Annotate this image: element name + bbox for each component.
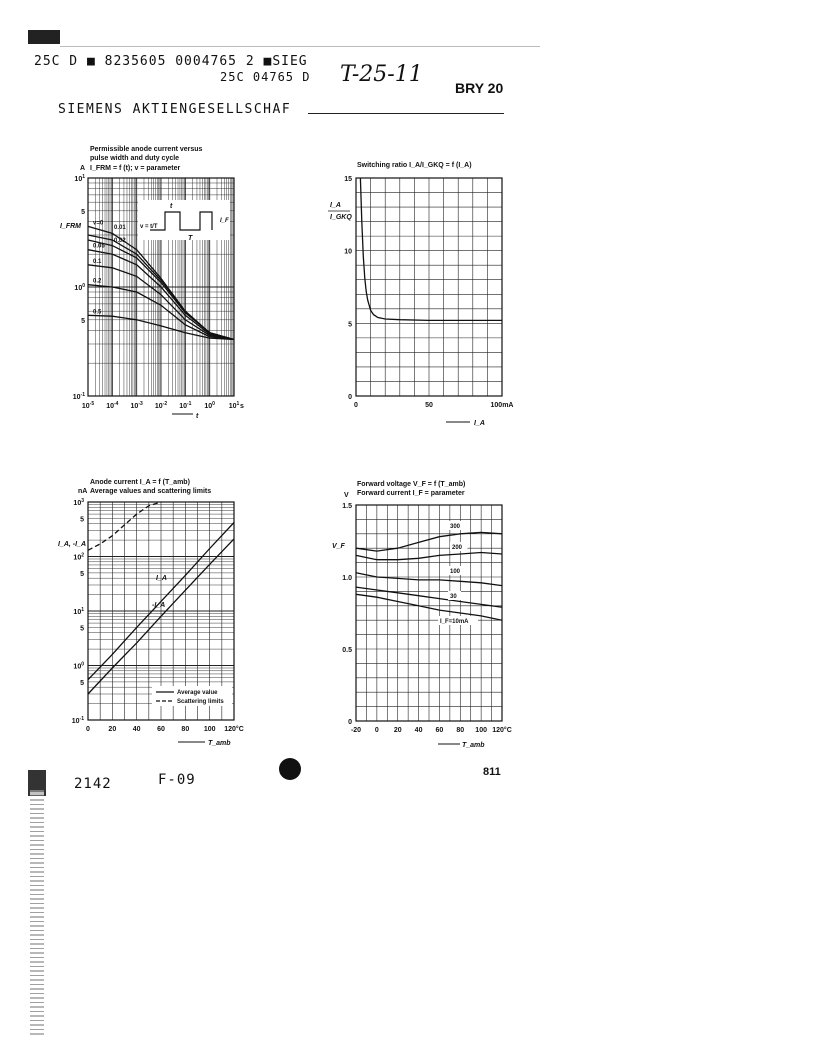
chart4-xlabel: T_amb [462, 742, 485, 749]
chart4-x-tick: -20 [350, 727, 362, 734]
chart2-x-tick: 0 [354, 402, 358, 409]
chart3-x-tick: 20 [108, 726, 117, 733]
chart3-x-tick: 100 [203, 726, 216, 733]
chart4-x-tick: 80 [456, 727, 465, 734]
chart4-y-tick: 1.5 [342, 503, 352, 510]
chart2-y-tick: 10 [344, 248, 352, 256]
footer-form: F-09 [158, 772, 196, 788]
chart1-yunit: A [80, 165, 86, 172]
chart3-y-tick: $10^2$ [73, 552, 84, 562]
chart4-x-tick: 100 [475, 727, 487, 734]
page-number: 811 [483, 766, 501, 778]
chart1-series-label: 0.01 [114, 224, 126, 231]
chart4-yunit: V [344, 492, 349, 499]
chart1-y-tick: 5 [81, 317, 85, 325]
company-name: SIEMENS AKTIENGESELLSCHAF [58, 102, 292, 117]
chart4-series-label: I_F=10mA [440, 619, 469, 625]
chart1-x-tick: $10^{-5}$ [81, 401, 95, 410]
chart1-x-tick: $10^{-4}$ [106, 401, 119, 410]
grid-3 [356, 505, 502, 721]
chart3-x-tick: 0 [86, 726, 90, 733]
chart2-x-tick: 50 [425, 402, 433, 409]
inset-bg [138, 200, 230, 240]
chart1-y-tick: $10^{-1}$ [72, 392, 85, 401]
chart3-series-negIA: -I_A [152, 602, 166, 609]
chart2-title: Switching ratio I_A/I_GKQ = f (I_A) [357, 162, 472, 169]
chart4-series-label: 200 [452, 545, 463, 551]
legend-average: Average value [177, 690, 218, 696]
chart3-yunit: nA [78, 488, 88, 495]
chart4-series-label: 100 [450, 569, 461, 575]
chart4-title: Forward voltage V_F = f (T_amb) [357, 481, 466, 488]
chart1-x-tick: $10^1$ [228, 401, 240, 410]
handwritten-annotation: T-25-11 [340, 62, 423, 87]
chart4-series-label: 300 [450, 524, 461, 530]
chart3-title: Anode current I_A = f (T_amb) [90, 479, 190, 486]
chart3-subtitle: Average values and scattering limits [90, 488, 212, 495]
chart3-y-tick: $10^1$ [73, 607, 84, 616]
chart3-y-tick: 5 [80, 570, 84, 578]
chart1-x-tick: $10^{-1}$ [179, 401, 192, 410]
chart1-inset [138, 200, 230, 240]
chart3-x-tick: 120°C [224, 726, 244, 733]
chart3-y-tick: $10^3$ [73, 498, 84, 507]
chart4-y-tick: 1.0 [342, 575, 352, 582]
chart1-y-tick: 5 [81, 208, 85, 216]
chart2-xlabel: I_A [474, 420, 485, 427]
chart3-y-tick: 5 [80, 516, 84, 524]
legend-scattering: Scattering limits [177, 699, 224, 705]
chart3-xlabel: T_amb [208, 740, 231, 747]
chart1-x-tick: $10^{-3}$ [130, 401, 143, 410]
chart3-x-tick: 80 [181, 726, 190, 733]
inset-v: v = t/T [140, 224, 158, 230]
chart1-series-label: v=0 [93, 220, 104, 227]
chart4-x-tick: 20 [393, 727, 402, 734]
chart4-x-tick: 120°C [492, 727, 512, 734]
chart4-series-label: 30 [450, 594, 457, 600]
chart2-x-tick: 100mA [490, 402, 514, 409]
chart2-y-tick: 5 [348, 321, 352, 329]
inset-t: t [170, 203, 173, 210]
part-number: BRY 20 [455, 80, 504, 96]
chart1-series-label: 0.02 [114, 237, 126, 244]
chart2-ylabel-num: I_A [330, 202, 341, 209]
chart1-title-b: pulse width and duty cycle [90, 155, 180, 162]
hole-punch [279, 758, 301, 780]
chart3-ylabel: I_A, -I_A [58, 541, 87, 548]
chart4-y-tick: 0.5 [342, 647, 352, 654]
chart4-y-tick: 0 [348, 719, 352, 726]
chart1-ylabel: I_FRM [60, 223, 81, 230]
chart1-y-tick: $10^0$ [74, 283, 85, 292]
header-code-line-2: 25C 04765 D [220, 70, 311, 84]
chart2-ylabel-den: I_GKQ [330, 214, 352, 221]
chart3-y-tick: $10^{-1}$ [71, 716, 84, 725]
chart4-subtitle: Forward current I_F = parameter [357, 490, 465, 497]
header-code-line: 25C D ■ 8235605 0004765 2 ■SIEG [34, 54, 308, 69]
chart4-x-tick: 60 [435, 727, 444, 734]
chart1-x-tick: $10^0$ [204, 401, 215, 410]
chart3-series-IA: I_A [156, 575, 167, 582]
chart1-subtitle: I_FRM = f (t); v = parameter [90, 165, 181, 172]
chart3-y-tick: 5 [80, 625, 84, 633]
chart1-x-tick: $10^{-2}$ [154, 401, 168, 410]
chart4-x-tick: 0 [374, 727, 379, 734]
chart1-series-label: 0.05 [93, 243, 105, 250]
chart1-title-a: Permissible anode current versus [90, 146, 203, 153]
chart1-series-label: 0.5 [93, 309, 102, 316]
chart1-series-label: 0.2 [93, 278, 102, 285]
inset-T: T [188, 235, 193, 242]
chart2-y-tick: 15 [344, 176, 352, 183]
grid-1 [356, 178, 502, 396]
chart1-series-label: 0.1 [93, 258, 102, 265]
chart3-x-tick: 60 [157, 726, 165, 733]
chart4-ylabel: V_F [332, 543, 345, 550]
inset-IF: I_F [220, 218, 229, 224]
chart3-y-tick: $10^0$ [73, 661, 84, 671]
footer-code: 2142 [74, 776, 112, 792]
chart4-x-tick: 40 [414, 727, 423, 734]
chart3-x-tick: 40 [132, 726, 141, 733]
scan-edge [30, 790, 44, 1035]
series-line-1-0 [360, 178, 502, 320]
chart3-y-tick: 5 [80, 679, 84, 687]
chart1-x-unit: s [240, 403, 244, 410]
chart1-y-tick: $10^1$ [74, 174, 85, 183]
chart2-y-tick: 0 [348, 394, 352, 401]
chart1-xlabel: t [196, 413, 199, 420]
